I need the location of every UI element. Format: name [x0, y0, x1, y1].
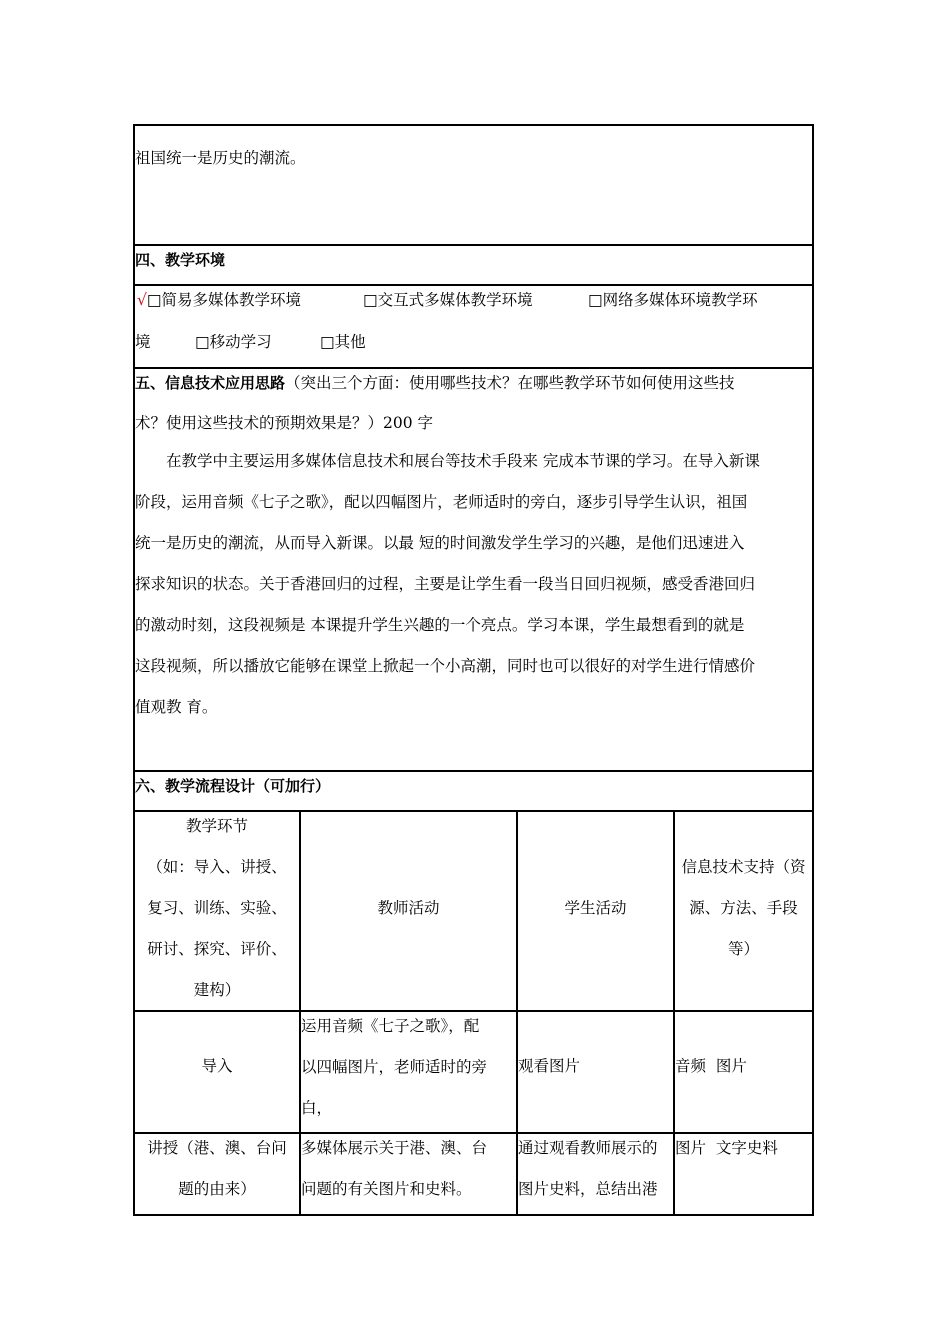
- section4-title: 四、教学环境: [135, 251, 226, 269]
- section5-body-line: 这段视频，所以播放它能够在课堂上掀起一个小高潮，同时也可以很好的对学生进行情感价: [135, 657, 756, 675]
- row2-tech: 图片 文字史料: [675, 1139, 778, 1157]
- section6-title: 六、教学流程设计（可加行）: [135, 777, 331, 795]
- section5-title: 五、信息技术应用思路: [135, 374, 286, 392]
- table-border-right: [812, 124, 814, 1216]
- header-teacher-activity: 教师活动: [377, 899, 440, 917]
- checkmark-icon: √: [137, 291, 147, 309]
- table-border-bottom: [133, 1214, 814, 1216]
- section5-body-line: 统一是历史的潮流，从而导入新课。以最 短的时间激发学生学习的兴趣，是他们迅速进入: [135, 534, 745, 552]
- header-stage: 教学环节 （如：导入、讲授、 复习、训练、实验、 研讨、探究、评价、 建构）: [147, 817, 287, 999]
- env-option-network[interactable]: □网络多媒体环境教学环: [588, 291, 758, 309]
- env-option-simple[interactable]: √□简易多媒体教学环境: [137, 291, 302, 309]
- env-option-interactive[interactable]: □交互式多媒体教学环境: [363, 291, 533, 309]
- section5-body-line: 的激动时刻，这段视频是 本课提升学生兴趣的一个亮点。学习本课，学生最想看到的就是: [135, 616, 745, 634]
- section5-hint-cont: 术？使用这些技术的预期效果是？）200 字: [135, 414, 434, 432]
- form-table: [133, 124, 814, 1216]
- header-student-activity: 学生活动: [564, 899, 627, 917]
- row2-student: 通过观看教师展示的 图片史料，总结出港: [518, 1139, 658, 1198]
- section5-heading: [135, 363, 735, 404]
- row2-teacher: 多媒体展示关于港、澳、台 问题的有关图片和史料。: [301, 1139, 488, 1198]
- table-border-top: [133, 124, 814, 126]
- row-divider: [133, 244, 814, 246]
- section5-body-line: 阶段，运用音频《七子之歌》，配以四幅图片，老师适时的旁白，逐步引导学生认识，祖国: [135, 493, 748, 511]
- env-option-network-cont: 境: [135, 333, 151, 351]
- env-option-mobile[interactable]: □移动学习: [195, 333, 272, 351]
- row1-tech: 音频 图片: [675, 1057, 747, 1075]
- header-tech-support: 信息技术支持（资 源、方法、手段 等）: [681, 858, 806, 958]
- section5-body-line: 在教学中主要运用多媒体信息技术和展台等技术手段来 完成本节课的学习。在导入新课: [135, 452, 760, 470]
- section3-tail-text: 祖国统一是历史的潮流。: [135, 149, 306, 167]
- section5-hint: （突出三个方面：使用哪些技术？在哪些教学环节如何使用这些技: [285, 374, 735, 392]
- row1-teacher: 运用音频《七子之歌》，配 以四幅图片，老师适时的旁 白，: [301, 1017, 488, 1117]
- row2-stage: 讲授（港、澳、台问 题的由来）: [147, 1139, 287, 1198]
- env-option-other[interactable]: □其他: [320, 333, 366, 351]
- section5-body-line: 值观教 育。: [135, 698, 218, 716]
- row1-stage: 导入: [201, 1057, 233, 1075]
- row1-student: 观看图片: [518, 1057, 581, 1075]
- section5-body-line: 探求知识的状态。关于香港回归的过程，主要是让学生看一段当日回归视频，感受香港回归: [135, 575, 756, 593]
